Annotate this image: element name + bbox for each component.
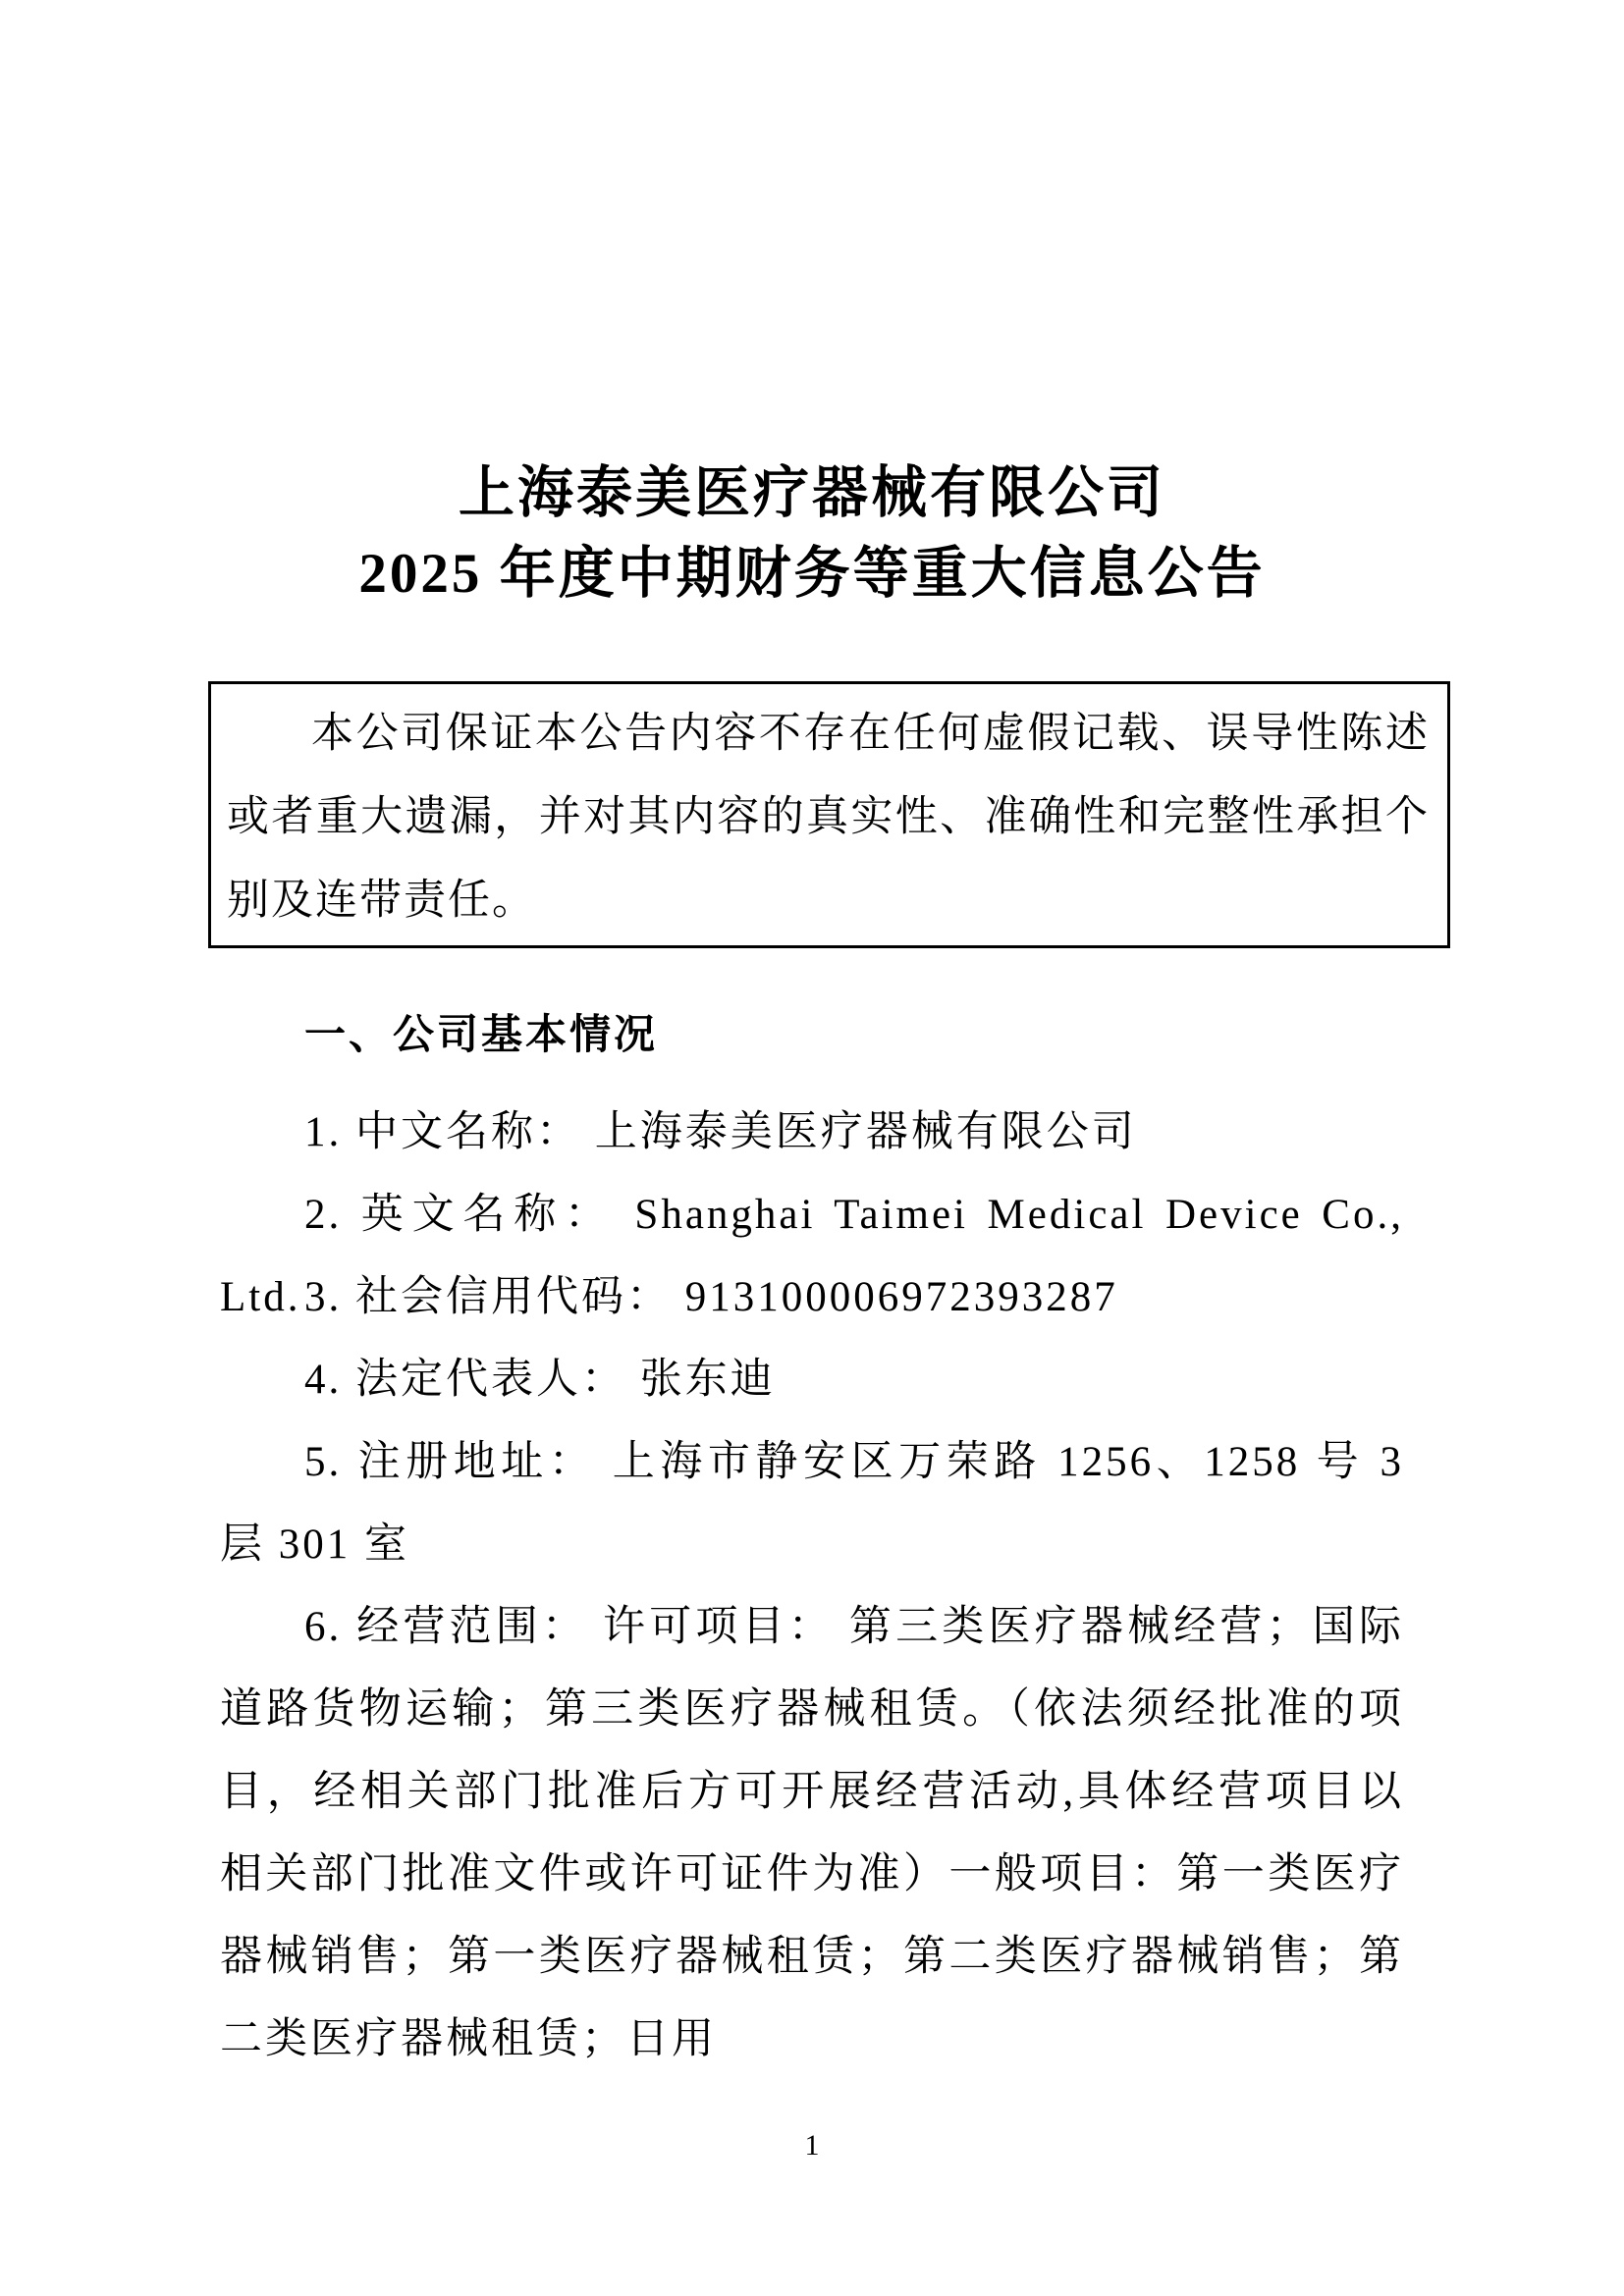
list-item-chinese-name: 1. 中文名称： 上海泰美医疗器械有限公司 [304, 1109, 1137, 1155]
document-title-line-2: 2025 年度中期财务等重大信息公告 [358, 543, 1266, 605]
disclaimer-box [208, 681, 1450, 948]
list-item-registered-address: 5. 注册地址： 上海市静安区万荣路 1256、1258 号 3 层 301 室 [220, 1439, 1404, 1568]
list-item-business-scope: 6. 经营范围： 许可项目： 第三类医疗器械经营；国际道路货物运输；第三类医疗器械租赁。（依法须经批准的项目，经相关部门批准后方可开展经营活动,具体经营项目以相关部门批准文件或许可证件为准）一般项目：第一类医疗器械销售；第一类医疗器械租赁；第二类医疗器械销售；第二类医疗器械租赁；日用 [220, 1604, 1404, 2062]
list-item-credit-code: 3. 社会信用代码： 913100006972393287 [304, 1274, 1118, 1320]
document-title [0, 454, 1624, 614]
disclaimer-text: 本公司保证本公告内容不存在任何虚假记载、误导性陈述或者重大遗漏，并对其内容的真实性、准确性和完整性承担个别及连带责任。 [227, 711, 1430, 924]
section-heading-company-basic-info: 一、公司基本情况 [304, 1011, 659, 1057]
document-title-line-1: 上海泰美医疗器械有限公司 [459, 462, 1165, 524]
list-item-english-name: 2. 英文名称： Shanghai Taimei Medical Device Co., Ltd. [220, 1192, 1404, 1320]
list-item-legal-representative: 4. 法定代表人： 张东迪 [304, 1357, 776, 1403]
page-number: 1 [804, 2129, 820, 2162]
